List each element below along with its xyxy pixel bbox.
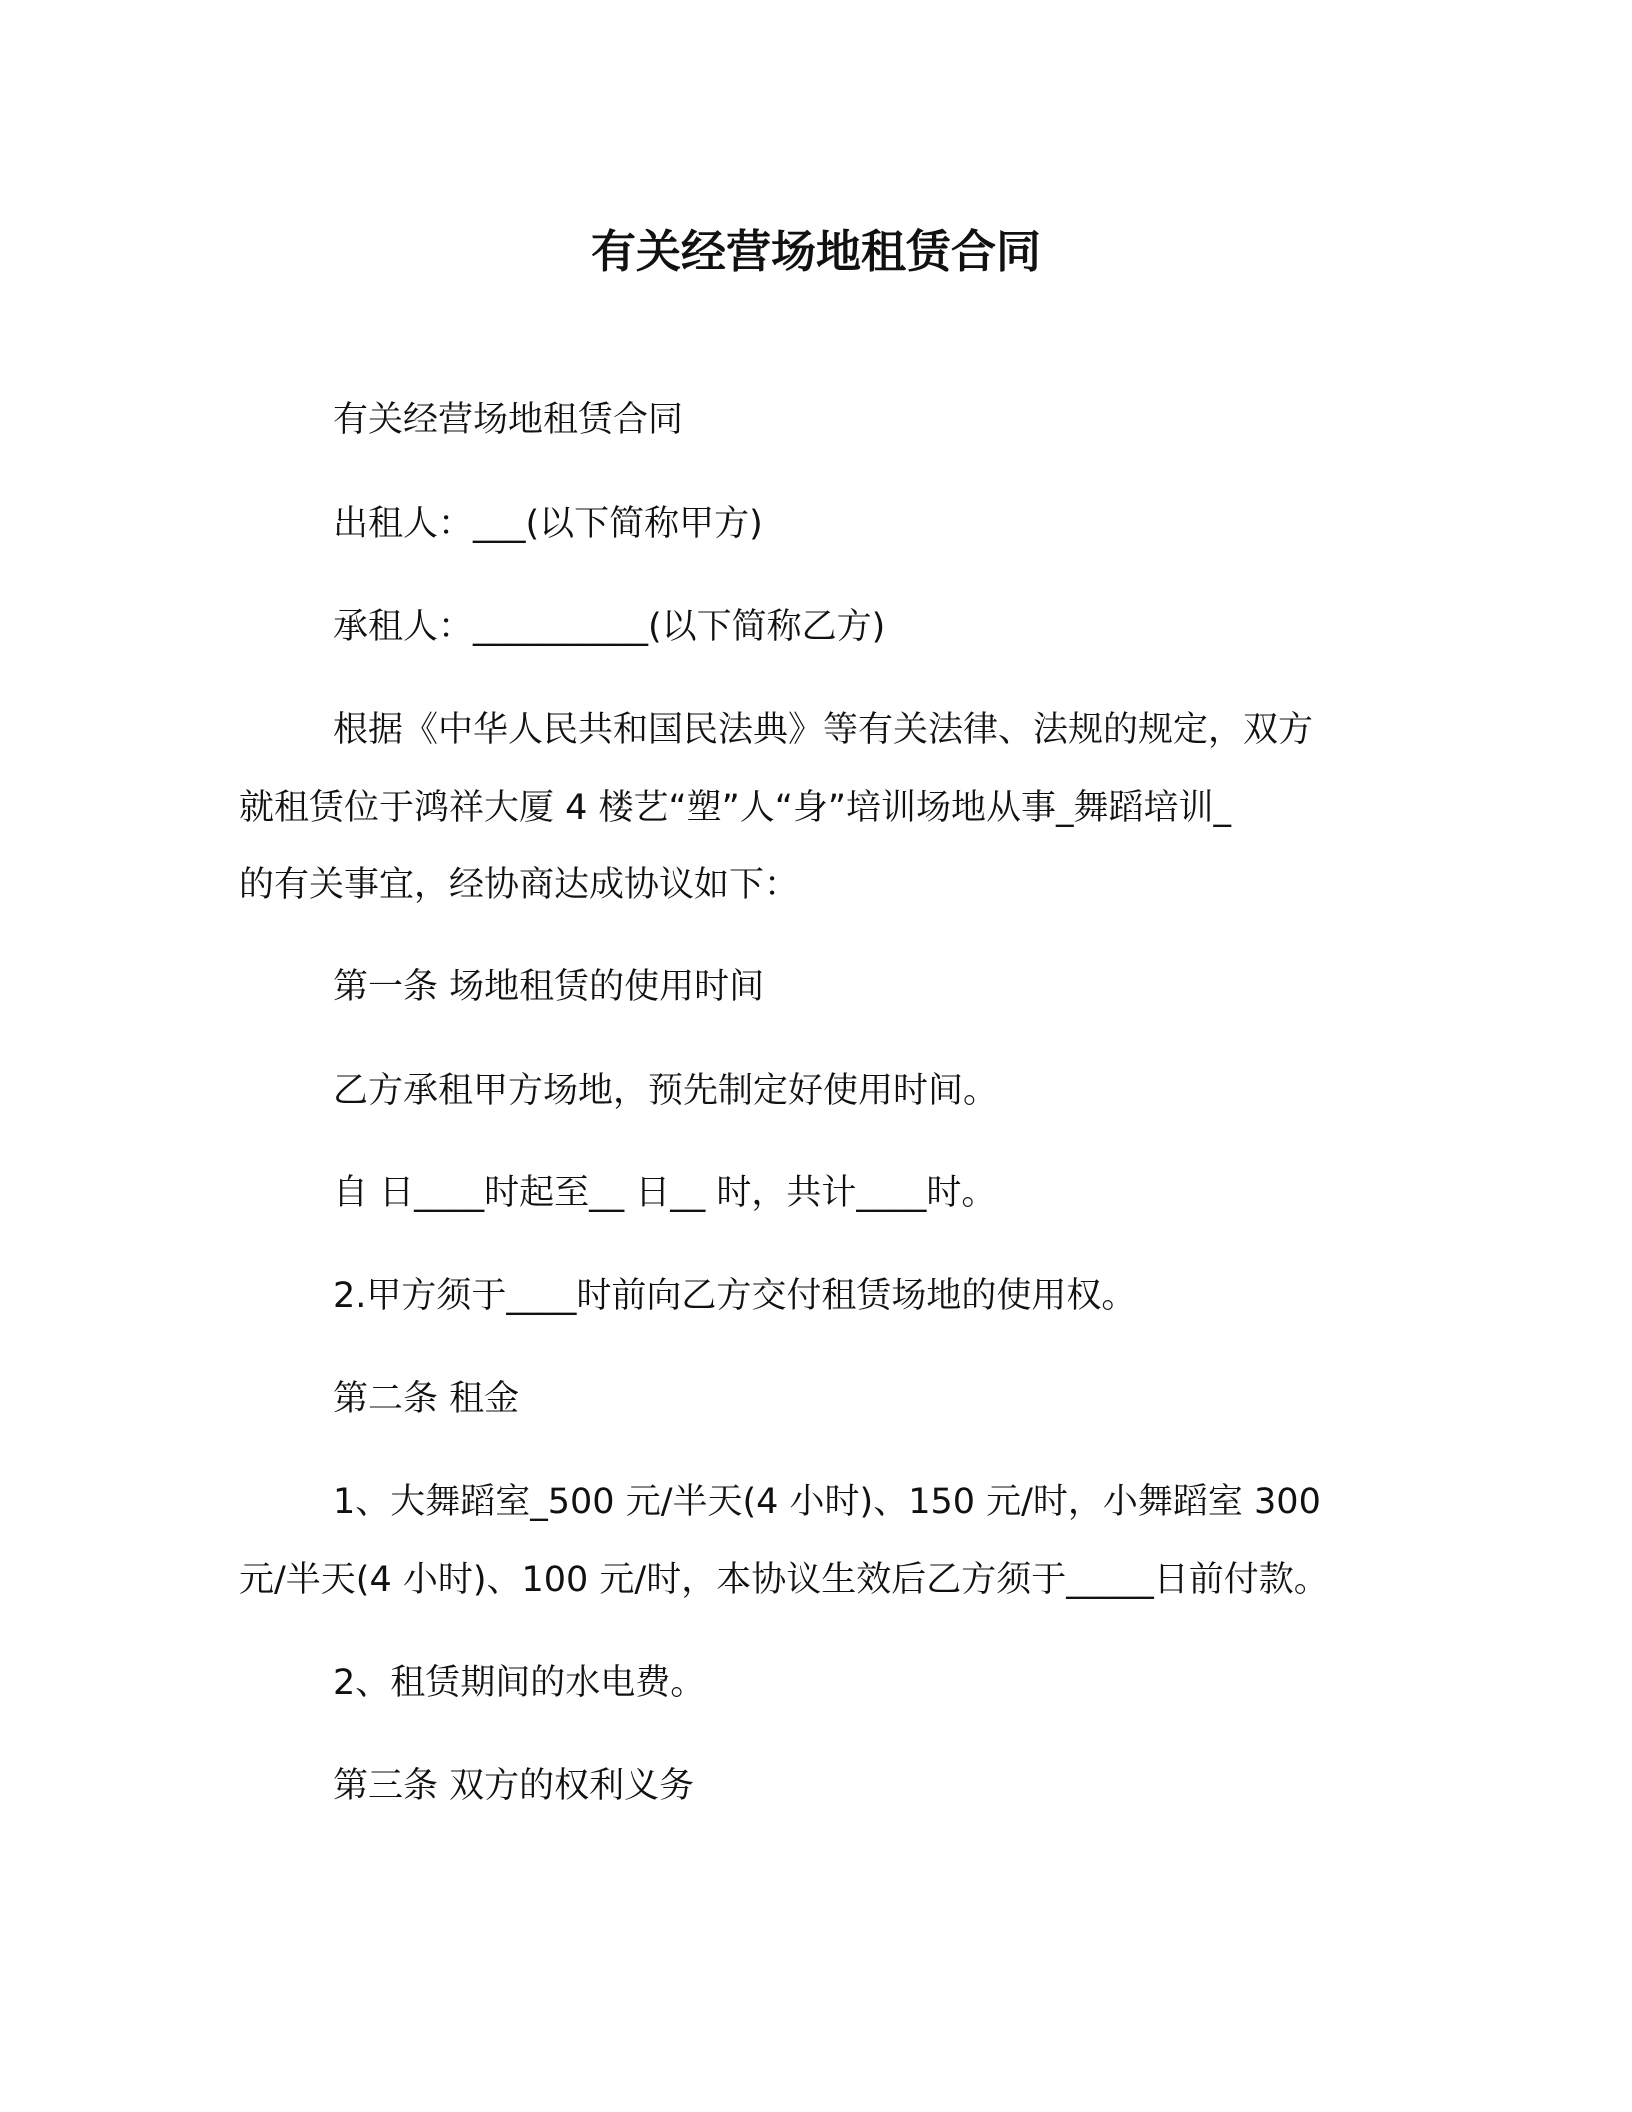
article-1-text: 乙方承租甲方场地，预先制定好使用时间。 (333, 1071, 999, 1111)
subtitle-line: 有关经营场地租赁合同 (333, 400, 684, 440)
article-2-heading: 第二条 租金 (333, 1379, 520, 1419)
article-2-clause-1-line-1: 1、大舞蹈室_500 元/半天(4 小时)、150 元/时，小舞蹈室 300 (333, 1482, 1321, 1522)
preamble-line-2: 就租赁位于鸿祥大厦 4 楼艺“塑”人“身”培训场地从事_舞蹈培训_ (239, 788, 1232, 828)
document-title: 有关经营场地租赁合同 (590, 225, 1041, 278)
article-1-clause-2: 2.甲方须于____时前向乙方交付租赁场地的使用权。 (333, 1276, 1137, 1316)
article-1-period: 自 日____时起至__ 日__ 时，共计____时。 (333, 1173, 997, 1213)
preamble-line-3: 的有关事宜，经协商达成协议如下： (239, 865, 800, 905)
article-1-heading: 第一条 场地租赁的使用时间 (333, 967, 765, 1007)
lessor-line: 出租人：___(以下简称甲方) (333, 504, 763, 544)
preamble-line-1: 根据《中华人民共和国民法典》等有关法律、法规的规定，双方 (333, 710, 1314, 750)
article-3-heading: 第三条 双方的权利义务 (333, 1766, 695, 1806)
article-2-clause-1-line-2: 元/半天(4 小时)、100 元/时，本协议生效后乙方须于_____日前付款。 (239, 1560, 1329, 1600)
article-2-clause-2: 2、租赁期间的水电费。 (333, 1663, 706, 1703)
lessee-line: 承租人：__________(以下简称乙方) (333, 607, 886, 647)
